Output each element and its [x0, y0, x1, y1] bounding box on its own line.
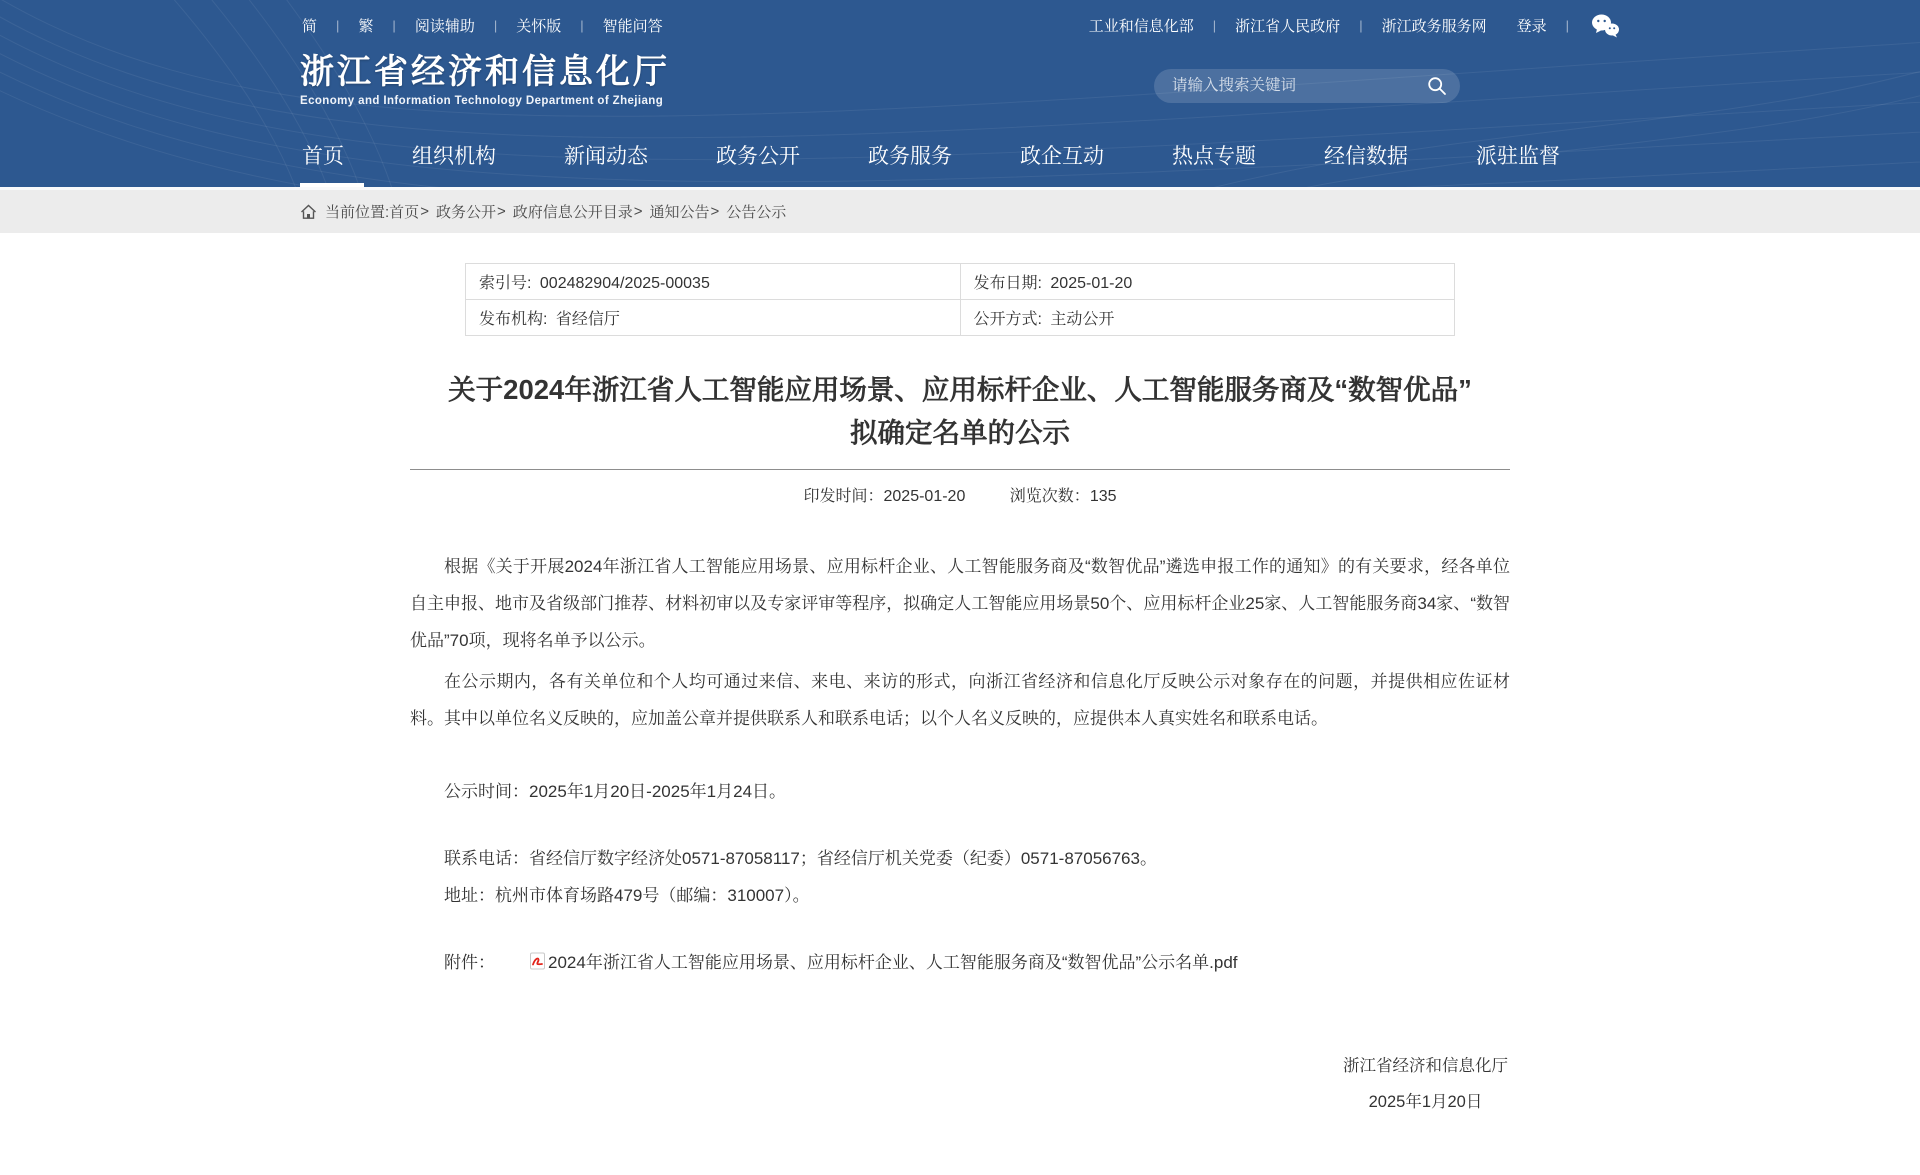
meta-value: 省经信厅	[555, 311, 620, 328]
site-title: 浙江省经济和信息化厅	[300, 53, 670, 91]
topbar-right-group	[1087, 13, 1620, 38]
separator: |	[392, 18, 396, 33]
nav-item-hot-topics[interactable]: 热点专题	[1172, 145, 1256, 168]
wechat-icon[interactable]	[1590, 13, 1620, 38]
nav-item-home[interactable]	[300, 140, 346, 187]
meta-label: 发布机构:	[479, 311, 548, 328]
site-logo[interactable]	[300, 53, 670, 107]
nav-item-supervision[interactable]: 派驻监督	[1476, 145, 1560, 168]
nav-item-interaction[interactable]: 政企互动	[1020, 145, 1104, 168]
site-header	[0, 0, 1920, 187]
page-title-line2: 拟确定名单的公示	[850, 417, 1070, 448]
reading-assist-link[interactable]: 阅读辅助	[414, 18, 475, 35]
signature-date: 2025年1月20日	[1368, 1093, 1483, 1111]
page-title	[410, 368, 1510, 454]
breadcrumb-home[interactable]: 首页	[389, 204, 420, 221]
meta-value: 2025-01-20	[1050, 275, 1133, 292]
zhejiang-gov-link[interactable]: 浙江省人民政府	[1235, 18, 1341, 35]
breadcrumb-notices[interactable]: 通知公告	[649, 204, 710, 221]
care-version-link[interactable]: 关怀版	[516, 18, 562, 35]
breadcrumb	[300, 190, 1620, 233]
meta-cell-disclosure-method	[960, 300, 1455, 336]
separator: |	[336, 18, 340, 33]
publicity-period-line: 公示时间：2025年1月20日-2025年1月24日。	[444, 782, 787, 801]
meta-label: 索引号:	[479, 275, 532, 292]
breadcrumb-location-label: 当前位置:	[325, 204, 390, 221]
search-box	[1154, 69, 1460, 103]
breadcrumb-info-directory[interactable]: 政府信息公开目录	[512, 204, 633, 221]
article-body	[410, 548, 1510, 1175]
zhejiang-service-link[interactable]: 浙江政务服务网	[1381, 18, 1487, 35]
active-nav-underline	[300, 183, 364, 187]
separator: |	[1212, 18, 1217, 33]
login-link[interactable]: 登录	[1516, 18, 1547, 35]
attachment-row	[410, 944, 1510, 983]
breadcrumb-bar	[0, 187, 1920, 233]
topbar-left-group	[300, 15, 665, 36]
print-info-line	[410, 483, 1510, 506]
top-utility-bar	[300, 0, 1620, 38]
search-icon[interactable]	[1427, 76, 1447, 96]
breadcrumb-separator: >	[710, 203, 720, 220]
attachment-pdf-link[interactable]	[495, 953, 1238, 972]
title-divider	[410, 469, 1510, 470]
attachment-label: 附件：	[444, 953, 495, 972]
meta-label: 发布日期:	[973, 275, 1042, 292]
meta-cell-index-number	[466, 264, 961, 300]
signature-block	[410, 1053, 1510, 1175]
nav-item-organization[interactable]: 组织机构	[412, 145, 496, 168]
header-main-row	[300, 53, 1620, 115]
breadcrumb-gov-disclosure[interactable]: 政务公开	[435, 204, 496, 221]
pdf-icon	[495, 946, 546, 983]
nav-item-gov-disclosure[interactable]: 政务公开	[716, 145, 800, 168]
miit-link[interactable]: 工业和信息化部	[1088, 18, 1194, 35]
attachment-filename: 2024年浙江省人工智能应用场景、应用标杆企业、人工智能服务商及“数智优品”公示名单.pdf	[548, 953, 1238, 972]
primary-nav	[300, 140, 1562, 187]
smart-qa-link[interactable]: 智能问答	[602, 18, 663, 35]
separator: |	[1359, 18, 1363, 33]
meta-cell-issuing-agency	[466, 300, 961, 336]
separator: |	[493, 18, 498, 33]
nav-item-data[interactable]: 经信数据	[1324, 145, 1408, 168]
signature-org: 浙江省经济和信息化厅	[1343, 1057, 1508, 1075]
separator: |	[1565, 18, 1569, 33]
breadcrumb-separator: >	[633, 203, 643, 220]
meta-cell-publish-date	[960, 264, 1455, 300]
breadcrumb-announcements[interactable]: 公告公示	[726, 204, 787, 221]
nav-item-label: 首页	[302, 145, 344, 168]
print-time-label: 印发时间：	[803, 488, 884, 505]
nav-item-news[interactable]: 新闻动态	[564, 145, 648, 168]
breadcrumb-separator: >	[496, 203, 506, 220]
meta-value: 002482904/2025-00035	[539, 275, 710, 292]
meta-value: 主动公开	[1050, 311, 1115, 328]
table-row	[466, 264, 1455, 300]
contact-phone-line: 联系电话：省经信厅数字经济处0571-87058117；省经信厅机关党委（纪委）0571-87056763。	[444, 849, 1157, 868]
page-title-line1: 关于2024年浙江省人工智能应用场景、应用标杆企业、人工智能服务商及“数智优品”	[448, 374, 1472, 405]
address-line: 地址：杭州市体育场路479号（邮编：310007）。	[444, 886, 810, 905]
views-label: 浏览次数：	[1009, 488, 1090, 505]
views-count: 135	[1089, 488, 1117, 505]
document-meta-table	[465, 263, 1455, 336]
site-subtitle-en: Economy and Information Technology Department of Zhejiang	[300, 95, 664, 107]
nav-item-gov-services[interactable]: 政务服务	[868, 145, 952, 168]
meta-label: 公开方式:	[973, 311, 1042, 328]
breadcrumb-separator: >	[420, 203, 429, 220]
print-time-value: 2025-01-20	[883, 488, 966, 505]
search-input[interactable]	[1154, 69, 1460, 103]
article-page	[410, 263, 1510, 1175]
home-icon	[300, 204, 317, 220]
paragraph: 根据《关于开展2024年浙江省人工智能应用场景、应用标杆企业、人工智能服务商及“数智优品”遴选申报工作的通知》的有关要求，经各单位自主申报、地市及省级部门推荐、材料初审以及专家评审等程序，拟确定人工智能应用场景50个、应用标杆企业25家、人工智能服务商34家、“数智优品”70项，现将名单予以公示。	[410, 557, 1510, 650]
lang-simplified-link[interactable]: 简	[302, 18, 318, 35]
separator: |	[580, 18, 584, 33]
paragraph: 在公示期内，各有关单位和个人均可通过来信、来电、来访的形式，向浙江省经济和信息化厅反映公示对象存在的问题，并提供相应佐证材料。其中以单位名义反映的，应加盖公章并提供联系人和联系电话；以个人名义反映的，应提供本人真实姓名和联系电话。	[410, 672, 1510, 728]
lang-traditional-link[interactable]: 繁	[358, 18, 374, 35]
table-row	[466, 300, 1455, 336]
